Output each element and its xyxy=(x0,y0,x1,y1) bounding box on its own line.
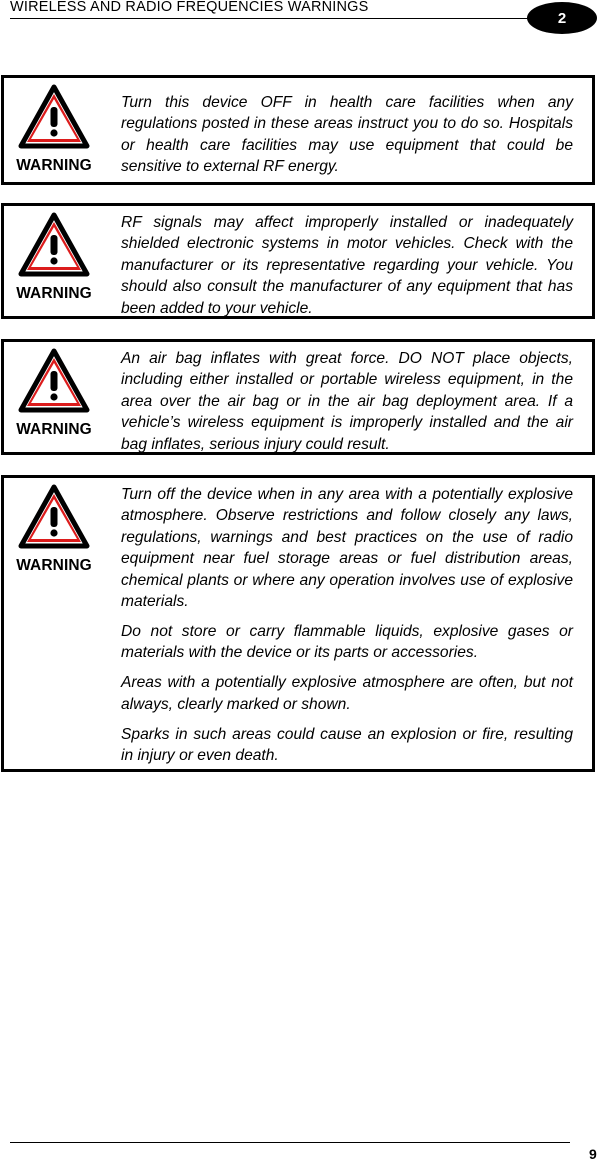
warning-paragraph: An air bag inflates with great force. DO NOT place objects, including either installed or portable wireless equipment, in the area over the air bag or in the air bag deployment area. If a vehicle’s wireless equipment is improperly installed and the air bag inflates, serious injury could result. xyxy=(121,350,573,453)
warning-box-air-bag xyxy=(1,339,595,455)
exclamation-triangle-icon xyxy=(18,484,90,550)
chapter-badge: 2 xyxy=(527,2,597,34)
exclamation-triangle-icon xyxy=(18,212,90,278)
warning-text xyxy=(121,92,573,178)
section-title: WIRELESS AND RADIO FREQUENCIES WARNINGS xyxy=(10,0,369,15)
warning-paragraph: Areas with a potentially explosive atmosphere are often, but not always, clearly marked or shown. xyxy=(121,674,573,713)
warning-text xyxy=(121,484,573,767)
warning-label: WARNING xyxy=(16,421,92,438)
warning-box-health-care xyxy=(1,75,595,185)
warning-paragraph: RF signals may affect improperly installed or inadequately shielded electronic systems in motor vehicles. Check with the manufacturer or its representative regarding your vehicle. You should also consult the manufacturer of any equipment that has been added to your vehicle. xyxy=(121,214,573,317)
warning-paragraph: Sparks in such areas could cause an explosion or fire, resulting in injury or even death. xyxy=(121,725,573,765)
warning-label: WARNING xyxy=(16,157,92,174)
warning-paragraph: Turn off the device when in any area with a potentially explosive atmosphere. Observe restrictions and follow closely any laws, regulations, warnings and best practices on the use of radio equipment near fuel storage areas or fuel distribution areas, chemical plants or where any operation involves use of explosive materials. xyxy=(121,486,573,611)
footer-rule xyxy=(10,1142,570,1143)
page-header xyxy=(10,0,530,19)
warning-label: WARNING xyxy=(16,285,92,302)
warning-text xyxy=(121,212,573,319)
warning-text xyxy=(121,348,573,455)
page-number: 9 xyxy=(589,1146,597,1162)
exclamation-triangle-icon xyxy=(18,348,90,414)
warning-box-vehicle-rf xyxy=(1,203,595,319)
warning-label: WARNING xyxy=(16,557,92,574)
exclamation-triangle-icon xyxy=(18,84,90,150)
warning-paragraph: Do not store or carry flammable liquids, explosive gases or materials with the device or its parts or accessories. xyxy=(121,623,573,662)
warning-box-explosive-atmosphere xyxy=(1,475,595,772)
warning-paragraph: Turn this device OFF in health care facilities when any regulations posted in these areas instruct you to do so. Hospitals or health care facilities may use equipment that could be sensitive to external RF energy. xyxy=(121,94,573,176)
